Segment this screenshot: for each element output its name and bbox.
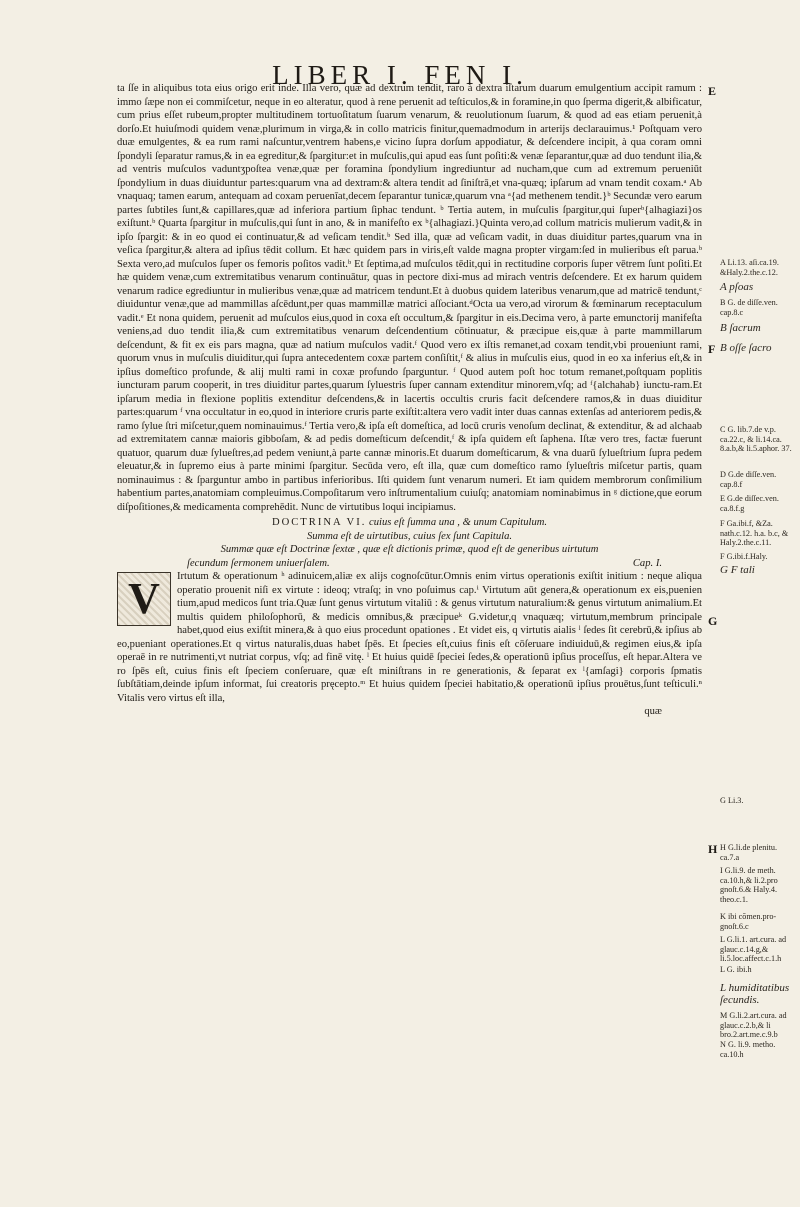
- margin-note: G Li.3.: [720, 796, 744, 805]
- margin-note: D G.de diſſe.ven. cap.8.f: [720, 470, 777, 489]
- summa-heading: Summa eſt de uirtutibus, cuius ſex ſunt Capitula.: [306, 530, 513, 542]
- summa-subheading: Summæ quæ eſt Doctrinæ ſextæ , quæ eſt dictionis primæ, quod eſt de generibus uirtutum: [220, 544, 599, 555]
- margin-note: N G. li.9. metho. ca.10.h: [720, 1040, 776, 1059]
- margin-note: I G.li.9. de meth. ca.10.h,& li.2.pro gnoſt.6.& Haly.4. theo.c.1.: [720, 866, 778, 904]
- margin-letter-e: E: [708, 84, 717, 98]
- body-paragraph-bottom: [117, 570, 702, 705]
- margin-note: A Li.13. aſi.ca.19. &Haly.2.the.c.12.: [720, 258, 779, 277]
- margin-note: H G.li.de plenitu. ca.7.a: [720, 843, 778, 862]
- margin-note: F Ga.ibi.f, &Za. nath.c.12. h.a. b.c, & Haly.2.the.c.11.: [720, 519, 789, 547]
- margin-note: L G. ibi.h: [720, 965, 752, 974]
- section-heading: [117, 516, 702, 530]
- margin-note: B oſſe ſacro: [720, 342, 772, 354]
- body-paragraph-top: ta ſſe in aliquibus tota eius origo erit inde. Illa vero, quæ ad dextrum tendit, raro à dextra iſtarum duarum emulgentium accipit ramum : immo ſæpe non ei commiſcetur, neque in eo alteratur, quod à rene peruenit ad teſticulos,& in foramine,in quo ſperma digerit,& albificatur, cum prius eſſet rubeum,propter multitudinem tortuoſitatum ſuarum venarum, & reuolutionum ſuarum, & quod ad eas etiam peruenit,à dorſo.Et huiuſmodi quidem venæ,plurimum in virga,& in collo matricis finitur,quemadmodum in arterijs declarauimus.¹ Poſtquam vero duæ emulgentes, & ea rum rami naſcuntur,ventrem habens,e vicino ſupra dorſum appodiatur, & deſcendere incipit, à qua coram omni ſpondyli ſeparatur ramus,& in ea egreditur,& ſpargitur:et in muſculis,qui apud eas ſunt poſiti:& venæ ſeparantur,quæ ad duo tendunt ilia,& ad ventris muſculos vaduntʒpoſtea venæ,quæ per foramina ſpondylium ingrediuntur ad nucham,que cum ad extremum perueniūt ſpondylium in duas diuiduntur partes:quarum vna ad dextram:& altera tendit ad ſiniſtrā,et vna-quæq; ipſarum ad vnam tendit coxam.ᵃ Ab vnaquaq; tamen earum, antequam ad coxam peruenīat,decem ſeparantur tunicæ,quarum vna ᵃ{ad methenem tendit.}ᵇ Secundæ vero earum partes ſubtiles ſunt,& capillares,quæ ad inferiora partium ſiphac tendunt. ᵇ Tertia autem, in muſculis ſpargitur,qui ſuperᵇ{alhagiazi}os exiſtunt.ᵇ Quarta ſpargitur in muſculis,qui ſunt in ano, & in manifeſto ex ᵇ{alhagiazi.}Quinta vero,ad collum matricis mulierum vadit,& in ipſo ſpargit: & in eo quod ei continuatur,& ad veſicam tendit.ᵇ Sed illa, quæ ad veſicam vadit, in duas diuiditur partes,quarum vna in veſica ſpargitur,& altera ad ipſius tēdit collum. Et hæc quidem pars in viris,eſt valde magna propter virgam:ſed in mulieribus eſt parua.ᵇ Sexta vero,ad muſculos ſuper os femoris poſitos vadit.ᵇ Et ſeptima,ad muſculos tēdit,qui in rectitudine corporis ſuper vētrem ſunt poſiti.Et hæ quidem venæ,cum extremitatibus venarum continuātur, quas in pectore dixi-mus ad mirach ventris deſcendere. Et ex harum quidem venarum radice egrediuntur in mulieribus venæ,quæ ad matricem tendunt.Et à duobus quidem lateribus venarum,que ad matricē tendunt,ᶜ diuiduntur venæ,que ad mammillas aſcēdunt,per quas mammillæ matrici aſſociant.ᵈOcta ua vero,ad virorum & fœminarum receptaculum vadit.ᵉ Et nona quidem, peruenit ad muſculos eius,quod in coxa eſt occultum,& ſpargitur in eis.Decima vero, à parte emunctorij manifeſta veniens,ad duo tendit ilia,& cum extremitatibus venarum deſcendentium cōtinuatur, & præcipue eis,quæ à parte mammillarum deſcendunt, & fit ex eis pars magna, quæ ad natium muſculos vadit.ᶠ Quod vero ex iſtis remanet,ad coxam tendit,vbi proueniunt rami, quorum vnus in muſculis diuiditur,qui ſupra antecedentem coxæ partem conſiſtit,ᶠ & alius in muſculis eius, quod in eo xa inferius eſt,& in ipſius domeſtico profunde, & alij multi rami in coxæ profundo ſparguntur. ᶠ Quod autem poſt hoc totum remanet,poſtquam poplitis iuncturam parum cooperit, in tres diuiditur partes,quarum ſyluestris ſuper cannam extenditur minorem,vſq; ad ᶠ{alchahab} iunctu-ram.Et ipſarum media in flexione poplitis extenditur deſcendens,& in lacertis occultis cruris facit deſcendere ramos,& in duas diuiditur partes:quarum ᶠ vna occultatur in eo,quod in interiore cruris parte exiſtit:altera vero vadit inter duas cannas extenſas ad anteriorem pedis,& ramo ſylue ſtri miſcetur,quem nominauimus.ᶠ Tertia vero,& ipſa eſt domeſtica, ad locū cruris venoſum declinat, & extenditur, & ad alchaab ad extremitatem cannæ maioris gibboſam, & ad pedis domeſticum deſcendit,ᶠ & ipſa quidem eſt ſaphena. Iſtæ vero tres, factæ fuerunt quatuor, quarum duæ ſylueſtres,ad pedem veniunt,à parte cannæ minoris.Et duarum domeſticarum, & vna duarū ſylueſtrium ſupra pedem eleuatur,& in ſupremo eius à parte minimi ſpargitur. Secūda vero, eſt illa, quæ cum domeſtico ramo ſylueſtris miſcetur partis, quam nominauimus : & ſparguntur ambo in partibus inferioribus. Iſti quidem ſunt venarum numeri. Et iam quidem membrorum conſimilium habentium partes,anatomiam compleuimus.Compoſitarum vero inſtrumentalium cuiuſq; anatomiam nominabimus in ᵍ dictione,que eorum diſpoſitiones,& medicamenta comprehēdit. Nunc de virtutibus loqui incipiamus.: [117, 83, 702, 513]
- margin-letter-g: G: [708, 614, 718, 628]
- margin-note: M G.li.2.art.cura. ad glauc.c.2.b,& li bro.2.art.me.c.9.b: [720, 1011, 787, 1039]
- doctrina-subtitle: cuius eſt ſumma una , & unum Capitulum.: [369, 517, 548, 528]
- drop-cap: V: [117, 572, 171, 626]
- running-head: LIBER I. FEN I.: [272, 60, 528, 90]
- margin-note: L humiditatibus ſecundis.: [720, 982, 790, 1006]
- margin-note: L G.li.1. art.cura. ad glauc.c.14.g,& li.5.loc.affect.c.1.h: [720, 935, 787, 963]
- margin-note: A pſoas: [720, 281, 754, 293]
- margin-note: G F tali: [720, 564, 755, 576]
- margin-letter-h: H: [708, 842, 718, 856]
- margin-note: C G. lib.7.de v.p. ca.22.c, & li.14.ca. 8.a.b,& li.5.aphor. 37.: [720, 425, 792, 453]
- margin-note: K ibi cōmen.pro- gnoſt.6.c: [720, 912, 777, 931]
- margin-note: E G.de diſſec.ven. ca.8.f.g: [720, 494, 779, 513]
- margin-note: B G. de diſſe.ven. cap.8.c: [720, 298, 778, 317]
- margin-letter-f: F: [708, 342, 716, 356]
- summa-subheading-continued: ſecundum ſermonem uniuerſalem.: [187, 557, 330, 569]
- catchword: quæ: [644, 706, 662, 717]
- margin-note: F G.ibi.f.Haly.: [720, 552, 768, 561]
- doctrina-label: DOCTRINA VI.: [271, 517, 367, 528]
- margin-note: B ſacrum: [720, 322, 761, 334]
- body-paragraph-bottom-text: Irtutum & operationum ʰ adinuicem,aliæ ex alijs cognoſcūtur.Omnis enim virtus operationis exiſtit initium : neque aliqua operatio prouenit niſi ex virtute : ideoq; vtraſq; in vno poſuimus cap.ⁱ Virtutum aūt genera,& operationum ex eis,puenien tium,apud medicos ſunt tria.Quæ ſunt genus virtutum vitaliū : & genus virtutum naturalium:& genus virtutum animalium.Et multis quidem philoſophorū, & medicis omnibus,& præcipueᵏ G.videtur,q vnaquæq; virtutum,membrum principale habet,quod eius exiſtit minera,& à quo eius procedunt opationes . Et videt eis, q virtutis aialis ˡ ſedes ſit cerebrū,& ipſius ab eo,pueniant operationes.Et q virtus naturalis,duas habet ſpēs. Et ſpecies eſt,cuius finis eſt cōſeruare indiuiduū,& regimen eius,& ipſa operaē in re nutrimenti,vt nutriat corpus, vſq; ad finē vitę. ˡ Et huius quidē ſpeciei ſedes,& operationū ipſius proceſſus, eſt hepar.Altera ve ro ſpēs eſt, cuius finis eſt ſpeciem conſeruare, quæ eſt miniſtrans in re generationis, & ſeparat ex ˡ{amſagi} corporis ſpmatis ſubſtātiam,deinde ipſum informat, ſui creatoris pręcepto.ᵐ Et huius quidem ſpeciei habitatio,& operationū ipſius prouētus,ſunt teſticuli.ⁿ Vitalis vero virtus eſt illa,: [117, 571, 702, 704]
- main-text-column: [117, 82, 702, 719]
- chapter-line: [117, 557, 702, 571]
- chapter-label: Cap. I.: [632, 557, 662, 569]
